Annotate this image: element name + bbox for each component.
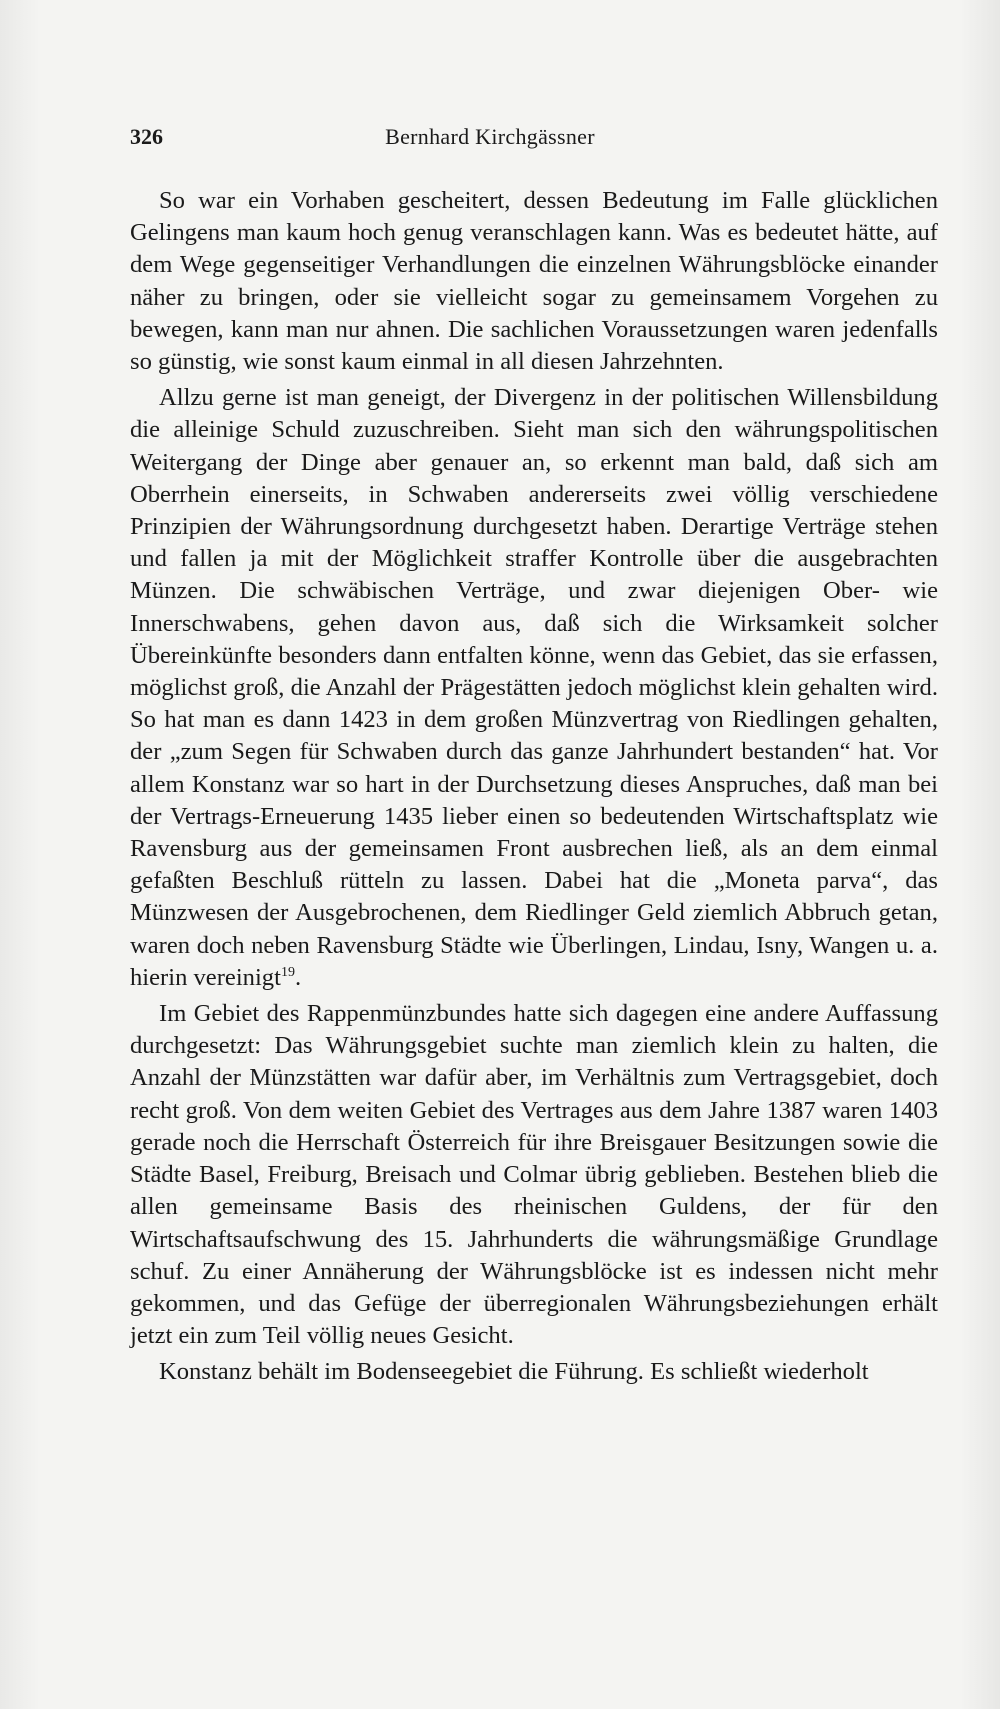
page-number: 326 — [130, 124, 163, 149]
paragraph: So war ein Vorhaben gescheitert, dessen Bedeutung im Falle glücklichen Gelingens man kaum hoch genug veranschlagen kann. Was es bedeutet hätte, auf dem Wege gegenseitiger Verhandlungen die einzelnen Währungsblöcke einander näher zu bringen, oder sie vielleicht sogar zu gemeinsamem Vorgehen zu bewegen, kann man nur ahnen. Die sachlichen Voraussetzungen waren jedenfalls so günstig, wie sonst kaum einmal in all diesen Jahrzehnten. — [130, 187, 938, 376]
running-head: Bernhard Kirchgässner — [385, 124, 595, 149]
paragraph-end: . — [294, 963, 302, 991]
footnote-reference[interactable]: 19 — [280, 964, 295, 980]
page-header — [130, 124, 850, 156]
paragraph-text: Allzu gerne ist man geneigt, der Divergenz in der politischen Willensbildung die alleinige Schuld zuzuschreiben. Sieht man sich den währungspolitischen Weitergang der Dinge aber genauer an, so erkennt man bald, daß sich am Oberrhein einerseits, in Schwaben andererseits zwei völlig verschiedene Prinzipien der Währungsordnung durchgesetzt haben. Derartige Verträge stehen und fallen ja mit der Möglichkeit straffer Kontrolle über die ausgebrachten Münzen. Die schwäbischen Verträge, und zwar diejenigen Ober- wie Innerschwabens, gehen davon aus, daß sich die Wirksamkeit solcher Übereinkünfte besonders dann entfalten könne, wenn das Gebiet, das sie erfassen, möglichst groß, die Anzahl der Prägestätten jedoch möglichst klein gehalten wird. So hat man es dann 1423 in dem großen Münzvertrag von Riedlingen gehalten, der „zum Segen für Schwaben durch das ganze Jahrhundert bestanden“ hat. Vor allem Konstanz war so hart in der Durchsetzung dieses Anspruches, daß man bei der Vertrags-Erneuerung 1435 lieber einen so bedeutenden Wirtschaftsplatz wie Ravensburg aus der gemeinsamen Front ausbrechen ließ, als an dem einmal gefaßten Beschluß rütteln zu lassen. Dabei hat die „Moneta parva“, das Münzwesen der Ausgebrochenen, dem Riedlinger Geld ziemlich Abbruch getan, waren doch neben Ravensburg Städte wie Überlingen, Lindau, Isny, Wangen u. a. hierin vereinigt — [130, 384, 938, 991]
body-text — [130, 185, 938, 1389]
paragraph: Im Gebiet des Rappenmünzbundes hatte sich dagegen eine andere Auffassung durchgesetzt: Das Währungsgebiet suchte man ziemlich klein zu halten, die Anzahl der Münzstätten war dafür aber, im Verhältnis zum Vertragsgebiet, doch recht groß. Von dem weiten Gebiet des Vertrages aus dem Jahre 1387 waren 1403 gerade noch die Herrschaft Österreich für ihre Breisgauer Besitzungen sowie die Städte Basel, Freiburg, Breisach und Colmar übrig geblieben. Bestehen blieb die allen gemeinsame Basis des rheinischen Guldens, der für den Wirtschaftsaufschwung des 15. Jahrhunderts die währungsmäßige Grundlage schuf. Zu einer Annäherung der Währungsblöcke ist es indessen nicht mehr gekommen, und das Gefüge der überregionalen Währungsbeziehungen erhält jetzt ein zum Teil völlig neues Gesicht. — [130, 1000, 938, 1350]
paragraph: Konstanz behält im Bodenseegebiet die Führung. Es schließt wiederholt — [159, 1358, 869, 1386]
paragraph — [130, 382, 938, 994]
